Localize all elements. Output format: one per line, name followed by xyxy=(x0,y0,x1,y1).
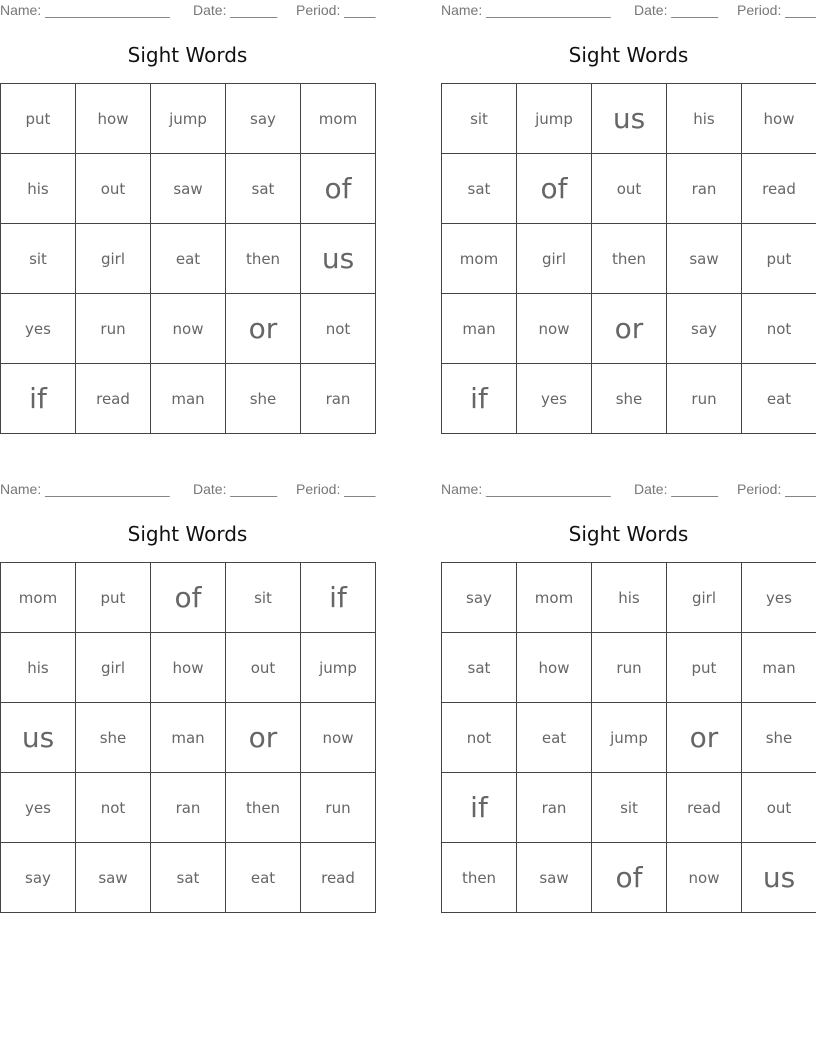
grid-row xyxy=(1,84,376,154)
grid-cell: sit xyxy=(226,563,301,633)
grid-cell: if xyxy=(301,563,376,633)
grid-row xyxy=(1,364,376,434)
grid-cell: out xyxy=(76,154,151,224)
grid-cell: mom xyxy=(1,563,76,633)
grid-cell: saw xyxy=(76,843,151,913)
period-label: Period: ____ xyxy=(296,481,376,497)
grid-cell: say xyxy=(442,563,517,633)
card-title: Sight Words xyxy=(568,43,689,67)
grid-row xyxy=(442,703,816,773)
grid-cell: or xyxy=(592,294,667,364)
grid-cell: read xyxy=(667,773,742,843)
grid-cell: yes xyxy=(742,563,816,633)
grid-cell: how xyxy=(151,633,226,703)
grid-cell: sat xyxy=(151,843,226,913)
grid-cell: girl xyxy=(76,633,151,703)
grid-cell: his xyxy=(592,563,667,633)
period-label: Period: ____ xyxy=(737,481,816,497)
grid-row xyxy=(442,154,816,224)
grid-cell: ran xyxy=(151,773,226,843)
grid-cell: not xyxy=(301,294,376,364)
card-title: Sight Words xyxy=(568,522,689,546)
grid-cell: ran xyxy=(301,364,376,434)
grid-cell: saw xyxy=(517,843,592,913)
grid-cell: of xyxy=(151,563,226,633)
grid-cell: his xyxy=(1,633,76,703)
bingo-card xyxy=(0,0,375,432)
grid-cell: his xyxy=(667,84,742,154)
grid-cell: girl xyxy=(76,224,151,294)
grid-cell: say xyxy=(226,84,301,154)
grid-cell: out xyxy=(226,633,301,703)
grid-cell: jump xyxy=(592,703,667,773)
grid-row xyxy=(1,563,376,633)
grid-cell: saw xyxy=(151,154,226,224)
grid-cell: not xyxy=(76,773,151,843)
date-label: Date: ______ xyxy=(634,2,719,18)
grid-cell: of xyxy=(592,843,667,913)
grid-cell: if xyxy=(442,364,517,434)
grid-row xyxy=(1,703,376,773)
grid-row xyxy=(442,364,816,434)
grid-cell: run xyxy=(592,633,667,703)
grid-cell: or xyxy=(226,703,301,773)
grid-cell: of xyxy=(517,154,592,224)
grid-cell: mom xyxy=(517,563,592,633)
bingo-card xyxy=(441,479,816,911)
grid-cell: now xyxy=(301,703,376,773)
grid-cell: sit xyxy=(442,84,517,154)
grid-cell: sat xyxy=(442,633,517,703)
grid-cell: eat xyxy=(151,224,226,294)
bingo-grid xyxy=(441,83,816,434)
grid-cell: then xyxy=(226,224,301,294)
grid-cell: sit xyxy=(1,224,76,294)
grid-cell: read xyxy=(742,154,816,224)
grid-cell: girl xyxy=(517,224,592,294)
grid-cell: how xyxy=(517,633,592,703)
grid-cell: saw xyxy=(667,224,742,294)
grid-cell: say xyxy=(667,294,742,364)
grid-cell: put xyxy=(667,633,742,703)
date-label: Date: ______ xyxy=(193,481,278,497)
date-label: Date: ______ xyxy=(634,481,719,497)
grid-cell: put xyxy=(1,84,76,154)
grid-cell: not xyxy=(742,294,816,364)
grid-cell: not xyxy=(442,703,517,773)
grid-cell: if xyxy=(442,773,517,843)
grid-cell: if xyxy=(1,364,76,434)
name-label: Name: ________________ xyxy=(441,481,611,497)
bingo-grid xyxy=(441,562,816,913)
period-label: Period: ____ xyxy=(296,2,376,18)
grid-cell: run xyxy=(76,294,151,364)
grid-cell: us xyxy=(742,843,816,913)
grid-cell: us xyxy=(301,224,376,294)
bingo-card xyxy=(0,479,375,911)
grid-cell: she xyxy=(76,703,151,773)
grid-cell: she xyxy=(742,703,816,773)
grid-row xyxy=(1,843,376,913)
grid-cell: jump xyxy=(151,84,226,154)
grid-cell: sit xyxy=(592,773,667,843)
name-label: Name: ________________ xyxy=(441,2,611,18)
bingo-card xyxy=(441,0,816,432)
grid-cell: girl xyxy=(667,563,742,633)
grid-cell: then xyxy=(226,773,301,843)
grid-cell: his xyxy=(1,154,76,224)
grid-cell: run xyxy=(667,364,742,434)
grid-cell: now xyxy=(517,294,592,364)
period-label: Period: ____ xyxy=(737,2,816,18)
grid-cell: yes xyxy=(517,364,592,434)
grid-cell: sat xyxy=(442,154,517,224)
grid-cell: or xyxy=(226,294,301,364)
bingo-grid xyxy=(0,83,376,434)
grid-cell: then xyxy=(442,843,517,913)
name-label: Name: ________________ xyxy=(0,481,170,497)
grid-cell: how xyxy=(742,84,816,154)
grid-cell: read xyxy=(76,364,151,434)
grid-row xyxy=(1,154,376,224)
grid-row xyxy=(442,633,816,703)
grid-row xyxy=(442,563,816,633)
grid-row xyxy=(442,843,816,913)
grid-cell: how xyxy=(76,84,151,154)
grid-cell: of xyxy=(301,154,376,224)
card-title: Sight Words xyxy=(127,43,248,67)
grid-cell: put xyxy=(742,224,816,294)
grid-row xyxy=(442,773,816,843)
grid-cell: ran xyxy=(517,773,592,843)
card-title: Sight Words xyxy=(127,522,248,546)
grid-cell: out xyxy=(592,154,667,224)
grid-cell: sat xyxy=(226,154,301,224)
grid-row xyxy=(442,224,816,294)
grid-cell: yes xyxy=(1,294,76,364)
grid-cell: man xyxy=(151,364,226,434)
grid-cell: she xyxy=(226,364,301,434)
grid-row xyxy=(1,224,376,294)
grid-cell: jump xyxy=(301,633,376,703)
grid-cell: man xyxy=(151,703,226,773)
grid-row xyxy=(442,294,816,364)
grid-cell: or xyxy=(667,703,742,773)
grid-cell: jump xyxy=(517,84,592,154)
name-label: Name: ________________ xyxy=(0,2,170,18)
grid-cell: eat xyxy=(517,703,592,773)
grid-cell: out xyxy=(742,773,816,843)
grid-cell: mom xyxy=(301,84,376,154)
grid-cell: then xyxy=(592,224,667,294)
grid-cell: run xyxy=(301,773,376,843)
grid-cell: us xyxy=(592,84,667,154)
grid-cell: mom xyxy=(442,224,517,294)
grid-cell: say xyxy=(1,843,76,913)
date-label: Date: ______ xyxy=(193,2,278,18)
grid-row xyxy=(1,294,376,364)
bingo-grid xyxy=(0,562,376,913)
grid-cell: man xyxy=(442,294,517,364)
grid-cell: now xyxy=(151,294,226,364)
grid-cell: put xyxy=(76,563,151,633)
grid-cell: eat xyxy=(742,364,816,434)
grid-cell: eat xyxy=(226,843,301,913)
grid-cell: read xyxy=(301,843,376,913)
grid-cell: she xyxy=(592,364,667,434)
grid-cell: now xyxy=(667,843,742,913)
grid-cell: us xyxy=(1,703,76,773)
grid-cell: ran xyxy=(667,154,742,224)
grid-row xyxy=(1,633,376,703)
grid-row xyxy=(1,773,376,843)
grid-cell: man xyxy=(742,633,816,703)
grid-cell: yes xyxy=(1,773,76,843)
grid-row xyxy=(442,84,816,154)
